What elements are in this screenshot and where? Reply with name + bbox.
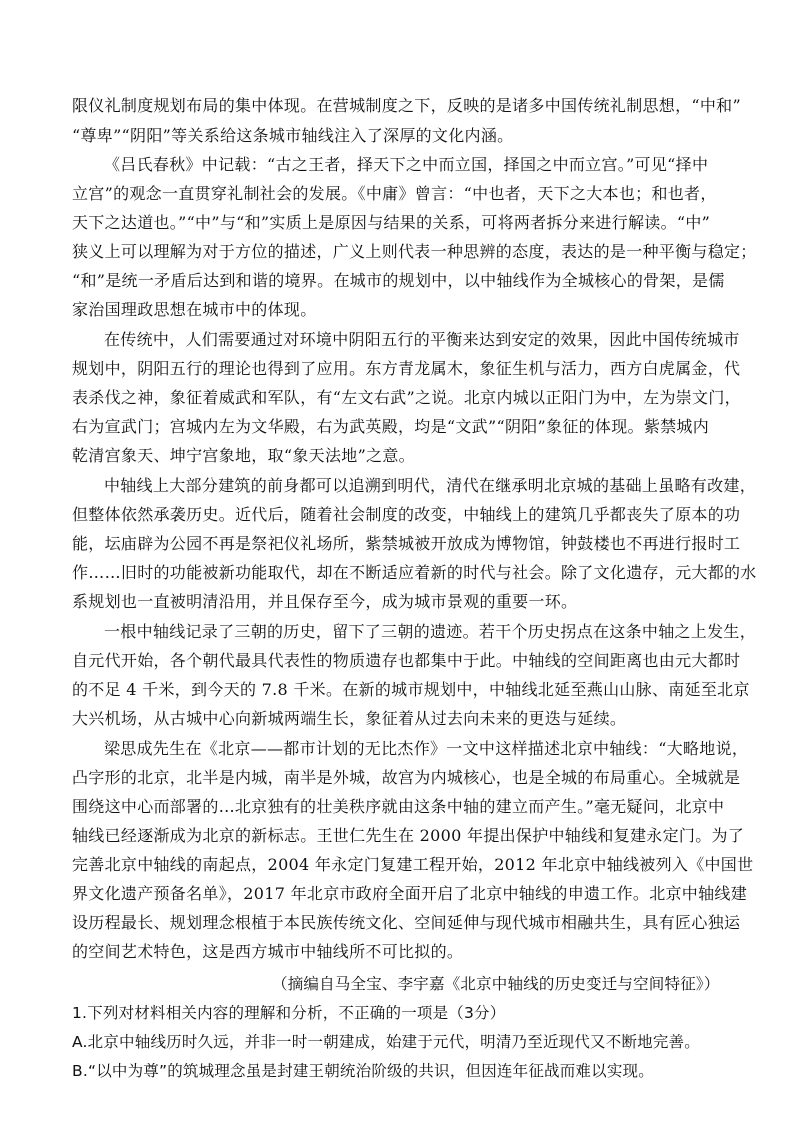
question-stem: 1.下列对材料相关内容的理解和分析，不正确的一项是（3分） — [72, 1004, 506, 1022]
source-citation: （摘编自马全宝、李宇嘉《北京中轴线的历史变迁与空间特征》） — [272, 975, 720, 993]
text-line: 家治国理政思想在城市中的体现。 — [72, 300, 317, 319]
text-line: 界文化遗产预备名单》，2017 年北京市政府全面开启了北京中轴线的申遗工作。北京中轴线建 — [72, 884, 748, 903]
text-line: 的空间艺术特色，这是西方城市中轴线所不可比拟的。 — [72, 942, 464, 961]
text-line: “尊卑”“阴阳”等关系给这条城市轴线注入了深厚的文化内涵。 — [72, 126, 514, 145]
text-line: 自元代开始，各个朝代最具代表性的物质遗存也都集中于此。中轴线的空间距离也由元大都时 — [72, 651, 741, 670]
text-line: 围绕这中心而部署的...北京独有的壮美秩序就由这条中轴的建立而产生。”毫无疑问，北京中 — [72, 797, 725, 816]
text-line: 大兴机场，从古城中心向新城两端生长，象征着从过去向未来的更迭与延续。 — [72, 709, 627, 728]
text-line: 狭义上可以理解为对于方位的描述，广义上则代表一种思辨的态度，表达的是一种平衡与稳定； — [72, 242, 757, 261]
text-line: 能，坛庙辟为公园不再是祭祀仪礼场所，紫禁城被开放成为博物馆，钟鼓楼也不再进行报时工 — [72, 534, 741, 553]
text-line: 在传统中，人们需要通过对环境中阴阳五行的平衡来达到安定的效果，因此中国传统城市 — [104, 330, 740, 349]
text-line: 天下之达道也。”“中”与“和”实质上是原因与结果的关系，可将两者拆分来进行解读。“中” — [72, 213, 711, 232]
text-line: 乾清宫象天、坤宁宫象地，取“象天法地”之意。 — [72, 446, 415, 465]
text-line: 梁思成先生在《北京——都市计划的无比杰作》一文中这样描述北京中轴线：“大略地说， — [104, 739, 749, 758]
option-b: B.“以中为尊”的筑城理念虽是封建王朝统治阶级的共识，但因连年征战而难以实现。 — [72, 1062, 654, 1080]
text-line: 但整体依然承袭历史。近代后，随着社会制度的改变，中轴线上的建筑几乎都丧失了原本的功 — [72, 505, 741, 524]
text-line: 轴线已经逐渐成为北京的新标志。王世仁先生在 2000 年提出保护中轴线和复建永定门。为了 — [72, 826, 745, 845]
text-line: 系规划也一直被明清沿用，并且保存至今，成为城市景观的重要一环。 — [72, 592, 578, 611]
text-line: 右为宣武门；宫城内左为文华殿，右为武英殿，均是“文武”“阴阳”象征的体现。紫禁城内 — [72, 417, 710, 436]
text-line: 中轴线上大部分建筑的前身都可以追溯到明代，清代在继承明北京城的基础上虽略有改建， — [104, 476, 757, 495]
text-line: 完善北京中轴线的南起点，2004 年永定门复建工程开始，2012 年北京中轴线被列入《中国世 — [72, 855, 754, 874]
text-line: 设历程最长、规划理念根植于本民族传统文化、空间延伸与现代城市相融共生，具有匠心独运 — [72, 913, 741, 932]
text-line: 表杀伐之神，象征着威武和军队，有“左文右武”之说。北京内城以正阳门为中，左为崇文门， — [72, 388, 741, 407]
text-line: 一根中轴线记录了三朝的历史，留下了三朝的遗迹。若干个历史拐点在这条中轴之上发生， — [104, 622, 757, 641]
text-line: 作……旧时的功能被新功能取代，却在不断适应着新的时代与社会。除了文化遗存，元大都的水 — [72, 563, 757, 582]
text-line: 规划中，阴阳五行的理论也得到了应用。东方青龙属木，象征生机与活力，西方白虎属金，代 — [72, 359, 741, 378]
text-line: 限仪礼制度规划布局的集中体现。在营城制度之下，反映的是诸多中国传统礼制思想，“中和” — [72, 96, 741, 115]
text-line: 立宫”的观念一直贯穿礼制社会的发展。《中庸》曾言：“中也者，天下之大本也；和也者， — [72, 184, 717, 203]
text-line: 《吕氏春秋》中记载：“古之王者，择天下之中而立国，择国之中而立宫。”可见“择中 — [104, 155, 709, 174]
text-line: “和”是统一矛盾后达到和谐的境界。在城市的规划中，以中轴线作为全城核心的骨架，是儒 — [72, 271, 725, 290]
option-a: A.北京中轴线历时久远，并非一时一朝建成，始建于元代，明清乃至近现代又不断地完善。 — [72, 1033, 700, 1051]
text-line: 的不足 4 千米，到今天的 7.8 千米。在新的城市规划中，中轴线北延至燕山山脉、南延至北京 — [72, 680, 750, 699]
text-line: 凸字形的北京，北半是内城，南半是外城，故宫为内城核心，也是全城的布局重心。全城就是 — [72, 768, 741, 787]
